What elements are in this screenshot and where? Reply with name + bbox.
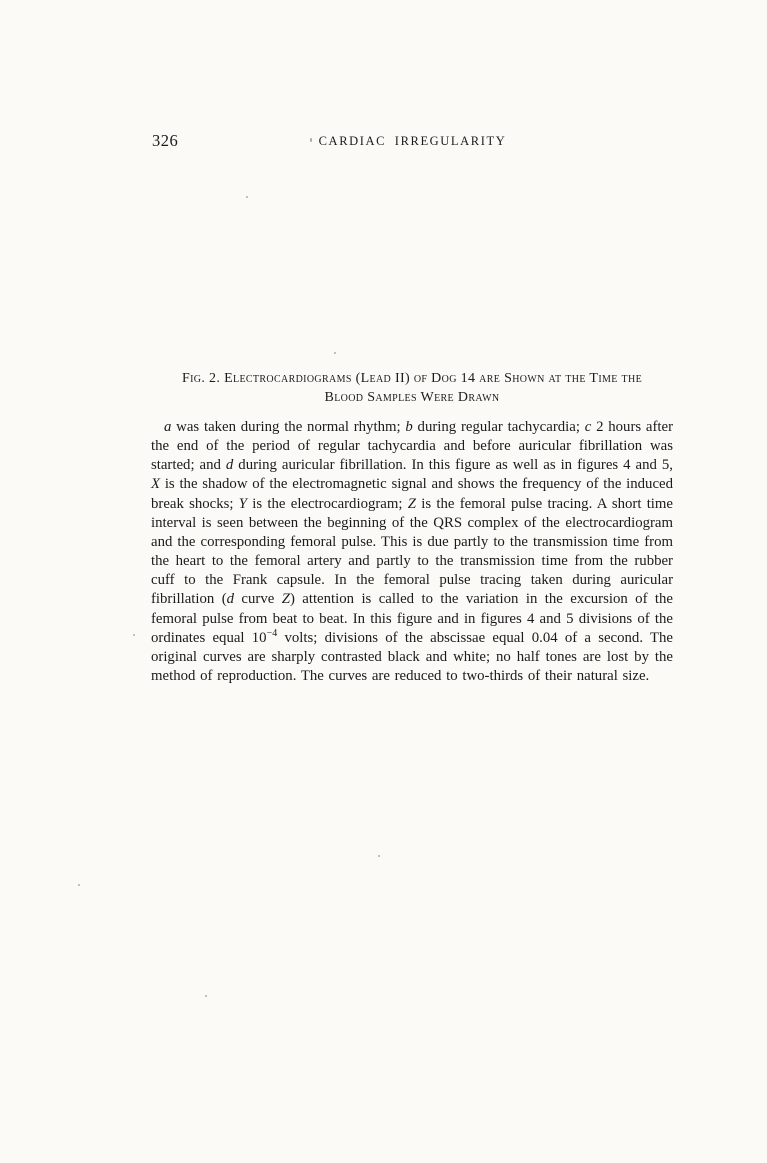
figure-caption [151, 369, 673, 407]
scan-speck [205, 995, 207, 997]
scan-speck [246, 196, 248, 198]
figure-description [151, 418, 673, 686]
scan-speck [378, 855, 380, 857]
text-segment: Y [238, 495, 248, 512]
text-segment: X [151, 476, 161, 493]
text-segment: volts; divisions of the abscissae equal 0.04 of a second. The original curves are sharply contrasted black and white; no half tones are lost by the method of reproduction. The curves are reduced to two-thirds of their natural size. [151, 629, 673, 685]
scan-speck [310, 138, 312, 142]
text-segment: during auricular fibrillation. In this figure as well as in figures 4 and 5, [233, 457, 673, 474]
text-segment: d [226, 591, 235, 608]
text-segment: curve [234, 591, 282, 608]
page-number: 326 [152, 131, 179, 150]
scan-speck [78, 884, 80, 886]
text-segment: b [405, 419, 413, 435]
figure-caption-line-2: Blood Samples Were Drawn [324, 390, 500, 405]
running-header [152, 131, 673, 151]
exponent-text: −4 [266, 627, 278, 639]
text-segment: ) attention is called to the variation in the excursion of the femoral pulse from beat to beat. In this figure and in figures 4 and 5 divisions of the ordinates equal 10 [151, 591, 673, 646]
text-segment: is the femoral pulse tracing. A short time interval is seen between the beginning of the QRS complex of the electrocardiogram and the corresponding femoral pulse. This is due partly to the transmission time from the heart to the femoral artery and partly to the transmission time from the rubber cuff to the Frank capsule. In the femoral pulse tracing taken during auricular fibrillation ( [151, 495, 673, 608]
text-segment: a [164, 419, 172, 435]
figure-caption-line-1: Fig. 2. Electrocardiograms (Lead II) of Dog 14 are Shown at the Time the [181, 371, 643, 386]
text-segment: c [584, 419, 592, 435]
running-head-title: CARDIAC IRREGULARITY [318, 134, 507, 148]
text-segment: Z [281, 591, 290, 608]
text-segment: is the electrocardiogram; [247, 495, 408, 512]
text-segment: during regular tachycardia; [412, 419, 585, 435]
text-segment: 2 hours after the end of the period of regular tachycardia and before auricular fibrillation was started; and [151, 419, 674, 474]
text-segment: Z [407, 495, 416, 512]
scan-speck [334, 352, 336, 354]
text-segment: is the shadow of the electromagnetic signal and shows the frequency of the induced break shocks; [151, 476, 673, 512]
scan-speck [133, 634, 135, 636]
text-segment: d [225, 457, 234, 474]
text-segment: was taken during the normal rhythm; [171, 419, 406, 435]
